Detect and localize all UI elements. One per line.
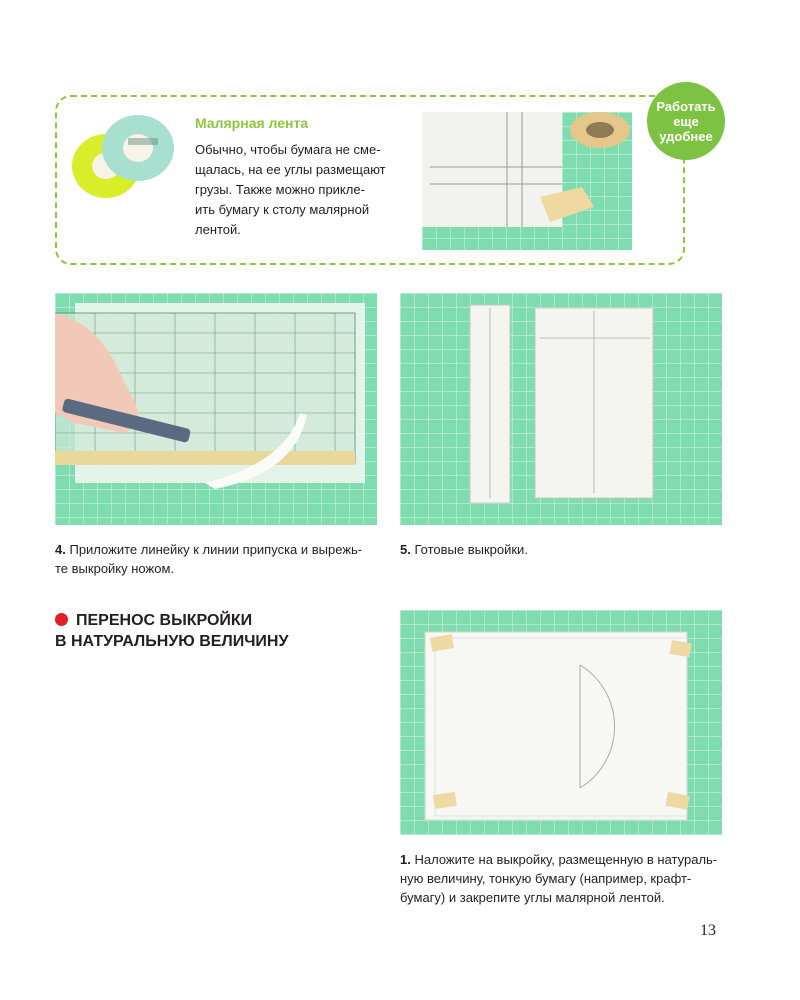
section-heading-line: В НАТУРАЛЬНУЮ ВЕЛИЧИНУ (55, 633, 289, 650)
tip-text-line: ить бумагу к столу малярной (195, 202, 370, 217)
step-1-photo (400, 610, 722, 835)
tip-text-line: Обычно, чтобы бумага не сме- (195, 142, 381, 157)
bullet-dot-icon (55, 613, 68, 626)
step-text-line: Приложите линейку к линии припуска и вырежь- (69, 542, 363, 557)
tip-text (195, 140, 395, 240)
step-4-photo (55, 293, 377, 525)
tip-badge-line: удобнее (659, 128, 713, 144)
tip-badge-line: еще (673, 113, 699, 129)
step-text-line: Готовые выкройки. (414, 542, 528, 557)
tip-text-line: щалась, на ее углы размещают (195, 162, 386, 177)
tip-text-line: лентой. (195, 222, 241, 237)
tip-badge (647, 82, 725, 160)
step-text-line: те выкройку ножом. (55, 561, 174, 576)
step-number: 5. (400, 542, 411, 557)
step-5-caption (400, 540, 528, 559)
step-number: 4. (55, 542, 66, 557)
step-number: 1. (400, 852, 411, 867)
section-heading-line: ПЕРЕНОС ВЫКРОЙКИ (76, 612, 253, 629)
section-heading (55, 610, 288, 652)
step-text-line: ную величину, тонкую бумагу (например, крафт- (400, 871, 692, 886)
tip-badge-line: Работать (656, 98, 716, 114)
step-1-caption (400, 850, 717, 907)
tip-title: Малярная лента (195, 115, 309, 131)
step-text-line: бумагу) и закрепите углы малярной лентой. (400, 890, 665, 905)
tip-text-line: грузы. Также можно прикле- (195, 182, 365, 197)
step-4-caption (55, 540, 362, 578)
tip-photo (422, 112, 632, 250)
page-number: 13 (700, 922, 716, 939)
step-text-line: Наложите на выкройку, размещенную в натураль- (414, 852, 718, 867)
step-5-photo (400, 293, 722, 525)
masking-tape-illustration (68, 108, 178, 203)
